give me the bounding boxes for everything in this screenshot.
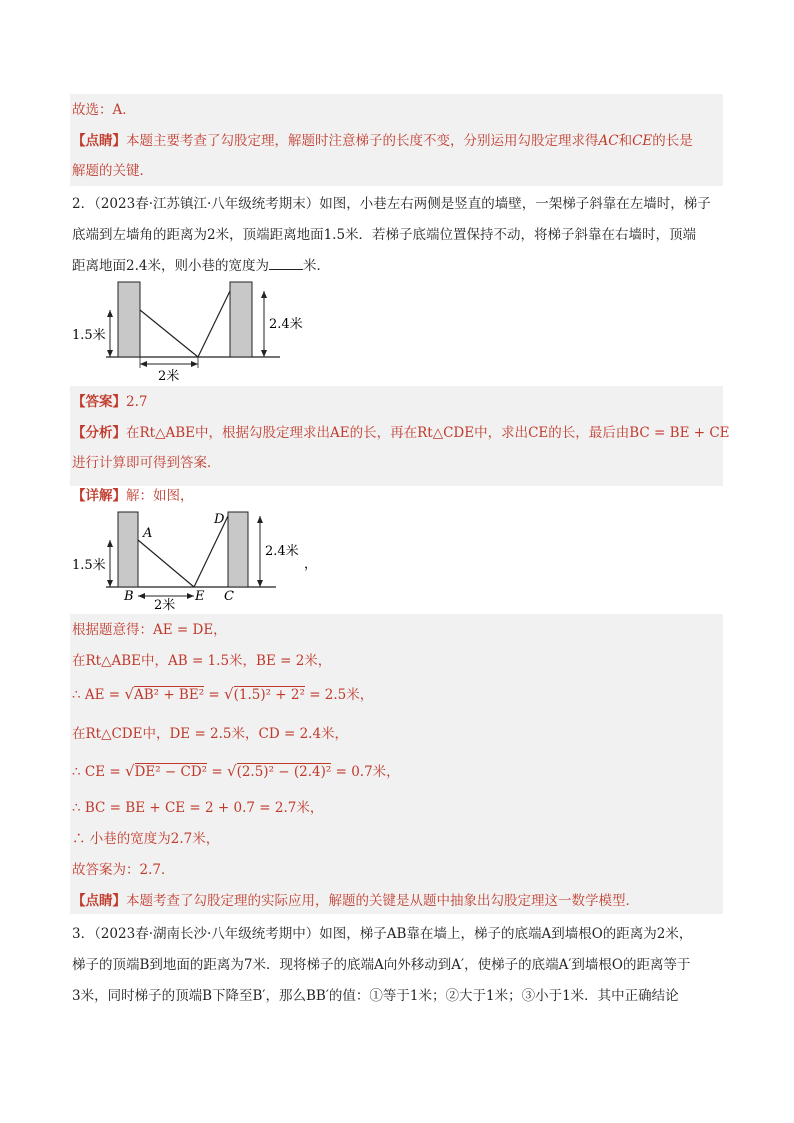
analysis-line-1 bbox=[72, 422, 730, 444]
answer-line bbox=[72, 391, 147, 413]
var-ce: CE bbox=[632, 133, 653, 149]
s3-eq: = bbox=[208, 687, 220, 703]
fig1-base: 2米 bbox=[158, 369, 180, 384]
q2-line-3 bbox=[72, 255, 330, 277]
detail-label: 【详解】 bbox=[72, 488, 126, 504]
fig2-base: 2米 bbox=[154, 598, 176, 613]
analysis-label: 【分析】 bbox=[72, 425, 126, 441]
answer-value: 2.7 bbox=[126, 394, 148, 410]
s5-eq: = bbox=[211, 764, 223, 780]
dianjing-label: 【点睛】 bbox=[72, 133, 126, 149]
q2-line-3b: 米． bbox=[302, 258, 330, 274]
point-a: A bbox=[143, 526, 153, 541]
point-d: D bbox=[214, 512, 225, 527]
dianjing2-text: 本题考查了勾股定理的实际应用，解题的关键是从题中抽象出勾股定理这一数学模型． bbox=[126, 893, 639, 909]
dianjing-line-2: 解题的关键． bbox=[72, 163, 153, 179]
fig2-left-height: 1.5米 bbox=[72, 558, 106, 573]
fig2-right-height: 2.4米 bbox=[265, 544, 299, 559]
solution-step-2: 在Rt△ABE中，AB = 1.5米，BE = 2米， bbox=[72, 653, 332, 669]
dianjing-text-a: 本题主要考查了勾股定理，解题时注意梯子的长度不变，分别运用勾股定理求得 bbox=[126, 133, 599, 149]
point-c: C bbox=[224, 589, 234, 604]
point-e: E bbox=[195, 589, 205, 604]
fig1-right-height: 2.4米 bbox=[269, 317, 303, 332]
solution-step-4: 在Rt△CDE中，DE = 2.5米，CD = 2.4米， bbox=[72, 726, 349, 742]
solution-step-8: 故答案为：2.7． bbox=[72, 862, 175, 878]
q2-line-3a: 距离地面2.4米，则小巷的宽度为 bbox=[72, 258, 269, 274]
q2-line-2: 底端到左墙角的距离为2米，顶端距离地面1.5米．若梯子底端位置保持不动，将梯子斜靠在右墙时，顶端 bbox=[72, 227, 697, 243]
detail-line bbox=[72, 485, 194, 507]
solution-step-3: ∴ AE = √AB² + BE² = √(1.5)² + 2² = 2.5米， bbox=[72, 685, 374, 703]
var-ac: AC bbox=[598, 133, 619, 149]
point-b: B bbox=[124, 589, 134, 604]
s3-result: = 2.5米， bbox=[309, 687, 374, 703]
alley-figure-2 bbox=[68, 508, 318, 613]
detail-text: 解：如图， bbox=[126, 488, 194, 504]
s3-radicand-2: (1.5)² + 2² bbox=[233, 687, 305, 703]
analysis-text-1: 在Rt△ABE中，根据勾股定理求出AE的长，再在Rt△CDE中，求出CE的长，最后由BC = BE + CE bbox=[126, 425, 730, 441]
q3-line-3: 3米，同时梯子的顶端B下降至B′，那么BB′的值：①等于1米；②大于1米；③小于1米．其中正确结论 bbox=[72, 988, 679, 1004]
dianjing2-label: 【点睛】 bbox=[72, 893, 126, 909]
analysis-line-2: 进行计算即可得到答案． bbox=[72, 455, 221, 471]
solution-step-1: 根据题意得：AE = DE， bbox=[72, 622, 227, 638]
q3-line-2: 梯子的顶端B到地面的距离为7米．现将梯子的底端A向外移动到A′，使梯子的底端A′到墙根O的距离等于 bbox=[72, 957, 691, 973]
dianjing-line-1 bbox=[72, 130, 693, 152]
dianjing-he: 和 bbox=[618, 133, 633, 149]
s5-radicand-1: DE² − CD² bbox=[134, 764, 208, 780]
answer-label: 【答案】 bbox=[72, 394, 126, 410]
s5-pre: ∴ CE = bbox=[72, 764, 121, 780]
s5-result: = 0.7米， bbox=[335, 764, 400, 780]
dianjing-text-b: 的长是 bbox=[652, 133, 693, 149]
q3-line-1: 3．（2023春·湖南长沙·八年级统考期中）如图，梯子AB靠在墙上，梯子的底端A到墙根O的距离为2米， bbox=[72, 926, 693, 942]
s3-pre: ∴ AE = bbox=[72, 687, 121, 703]
dianjing2-line bbox=[72, 890, 639, 912]
fig2-comma: ， bbox=[304, 557, 318, 572]
choice-line: 故选：A． bbox=[72, 102, 136, 118]
solution-step-7: ∴ 小巷的宽度为2.7米， bbox=[72, 831, 220, 847]
q2-line-1: 2．（2023春·江苏镇江·八年级统考期末）如图，小巷左右两侧是竖直的墙壁，一架梯子斜靠在左墙时，梯子 bbox=[72, 196, 711, 212]
solution-step-5: ∴ CE = √DE² − CD² = √(2.5)² − (2.4)² = 0.7米， bbox=[72, 762, 400, 780]
answer-blank bbox=[269, 257, 303, 270]
s3-radicand-1: AB² + BE² bbox=[133, 687, 205, 703]
solution-step-6: ∴ BC = BE + CE = 2 + 0.7 = 2.7米， bbox=[72, 800, 324, 816]
s5-radicand-2: (2.5)² − (2.4)² bbox=[236, 764, 332, 780]
fig1-left-height: 1.5米 bbox=[72, 328, 106, 343]
alley-figure-1 bbox=[68, 280, 303, 385]
